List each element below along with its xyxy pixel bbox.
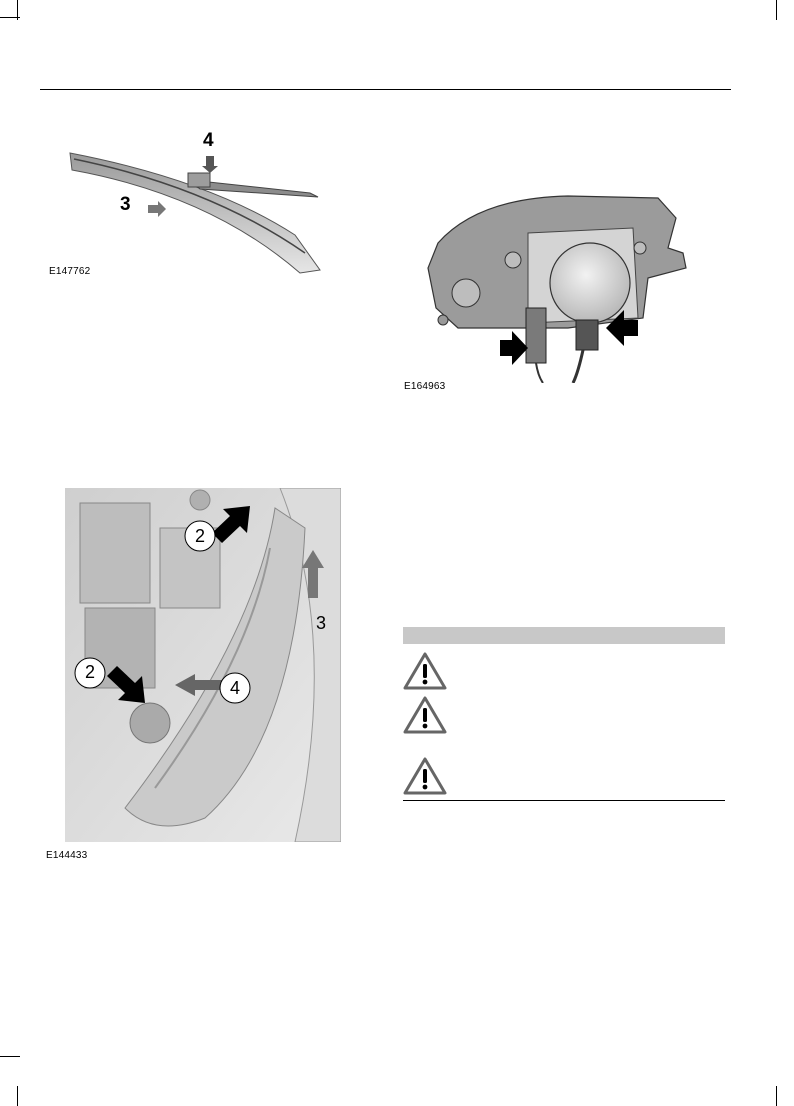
figure-id-wiper: E147762	[49, 266, 91, 277]
warning-triangle-icon	[403, 695, 447, 735]
crop-mark-top-right	[776, 0, 777, 20]
crop-mark-bottom-left-h	[0, 1056, 20, 1057]
crop-mark-top-left-h	[0, 17, 20, 18]
crop-mark-bottom-left	[17, 1086, 18, 1106]
warning-triangle-icon	[403, 651, 447, 691]
warning-header-bar	[403, 627, 725, 644]
wiper-callout-3: 3	[120, 194, 131, 215]
wiper-blade-illustration	[60, 125, 330, 275]
header-rule	[40, 89, 731, 90]
crop-mark-bottom-right	[776, 1086, 777, 1106]
install-callout-2-left: 2	[85, 662, 96, 682]
install-callout-3: 3	[316, 613, 327, 633]
install-callout-2-top: 2	[195, 526, 206, 546]
warning-triangle-icon	[403, 756, 447, 796]
wiper-callout-4: 4	[203, 130, 214, 151]
install-callout-4: 4	[230, 678, 241, 698]
figure-id-headlamp-install: E144433	[46, 850, 88, 861]
headlamp-rear-illustration	[418, 188, 693, 383]
figure-id-headlamp-rear: E164963	[404, 381, 446, 392]
warning-bottom-rule	[403, 800, 725, 801]
